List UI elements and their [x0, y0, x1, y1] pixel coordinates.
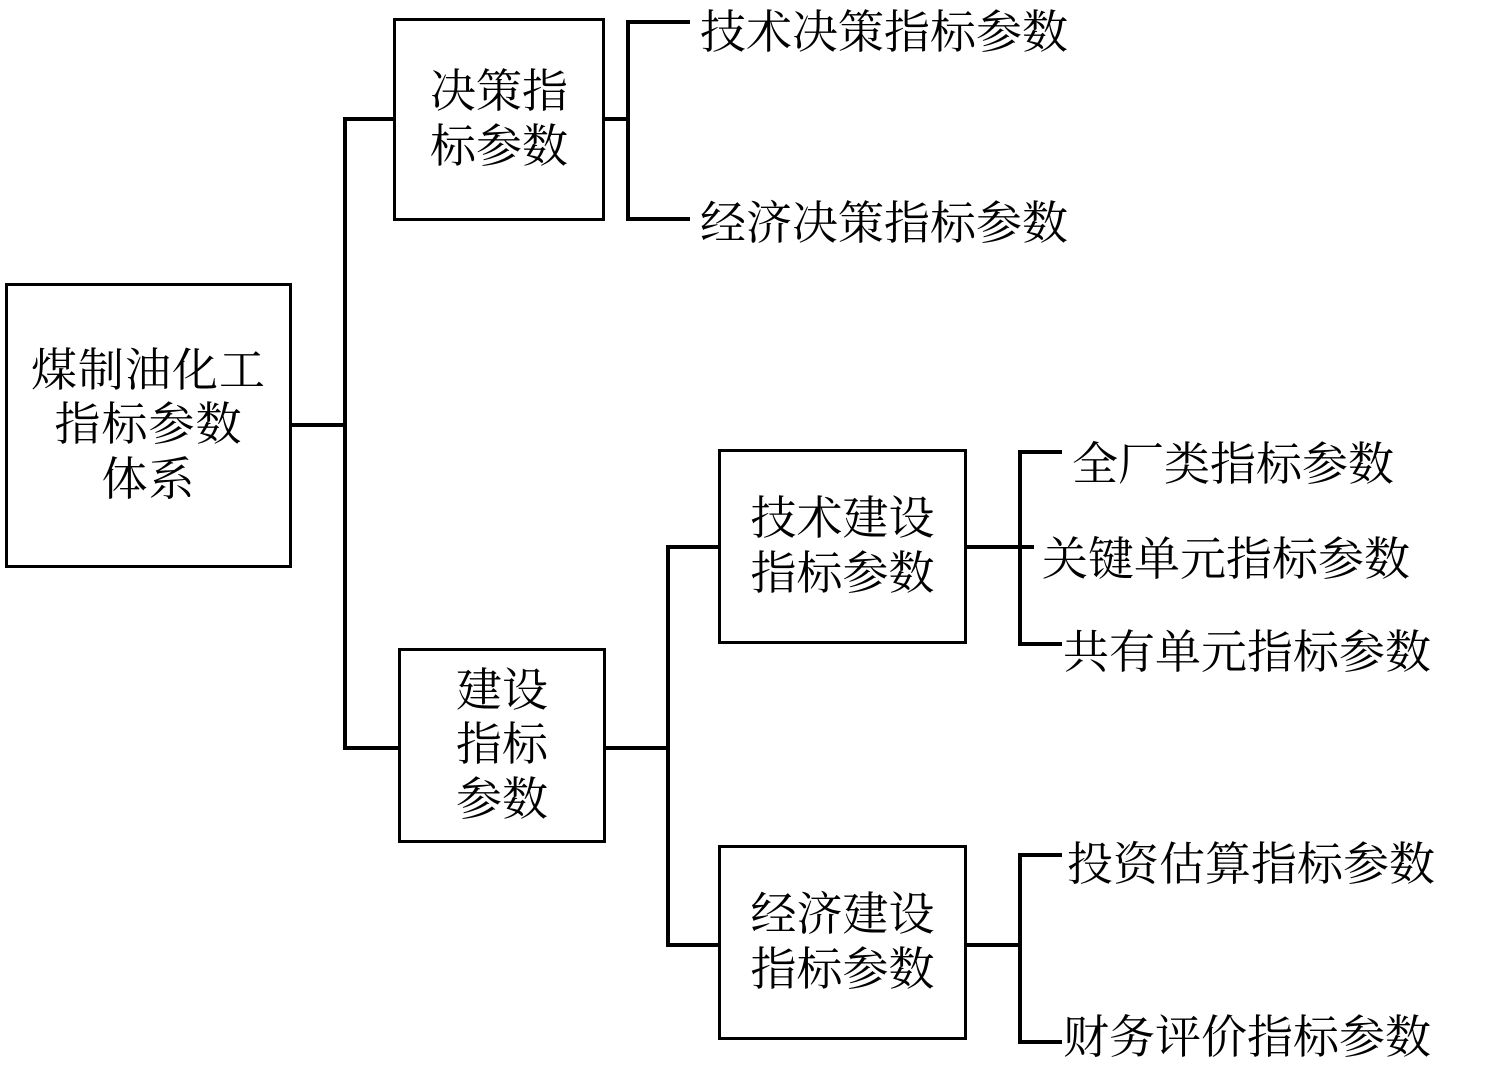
node-tech-construction-line-2: 指标参数 [750, 547, 935, 599]
leaf-technical-decision-indicators: 技术决策指标参数 [700, 7, 1068, 58]
node-tech-construction-line-1: 技术建设 [750, 493, 935, 545]
leaf-key-unit-indicators: 关键单元指标参数 [1042, 534, 1410, 585]
node-root[interactable] [5, 283, 292, 568]
leaf-common-unit-indicators: 共有单元指标参数 [1063, 627, 1431, 678]
node-econ-construction-line-2: 指标参数 [750, 943, 935, 995]
node-economic-construction-indicators[interactable] [718, 845, 967, 1040]
node-root-line-3: 体系 [101, 453, 196, 505]
node-construction-line-2: 指标 [456, 719, 548, 771]
node-decision-line-2: 标参数 [430, 120, 568, 172]
leaf-economic-decision-indicators: 经济决策指标参数 [700, 198, 1068, 249]
leaf-investment-estimate-indicators: 投资估算指标参数 [1067, 839, 1435, 890]
node-decision-indicators[interactable] [393, 18, 605, 221]
node-root-line-1: 煤制油化工 [31, 345, 266, 397]
leaf-whole-plant-indicators: 全厂类指标参数 [1072, 439, 1394, 490]
node-root-line-2: 指标参数 [54, 399, 243, 451]
node-decision-line-1: 决策指 [430, 66, 568, 118]
leaf-financial-evaluation-indicators: 财务评价指标参数 [1063, 1012, 1431, 1063]
node-construction-line-1: 建设 [456, 665, 548, 717]
node-econ-construction-line-1: 经济建设 [750, 889, 935, 941]
node-technical-construction-indicators[interactable] [718, 449, 967, 644]
node-construction-indicators[interactable] [398, 648, 606, 843]
node-construction-line-3: 参数 [456, 773, 548, 825]
